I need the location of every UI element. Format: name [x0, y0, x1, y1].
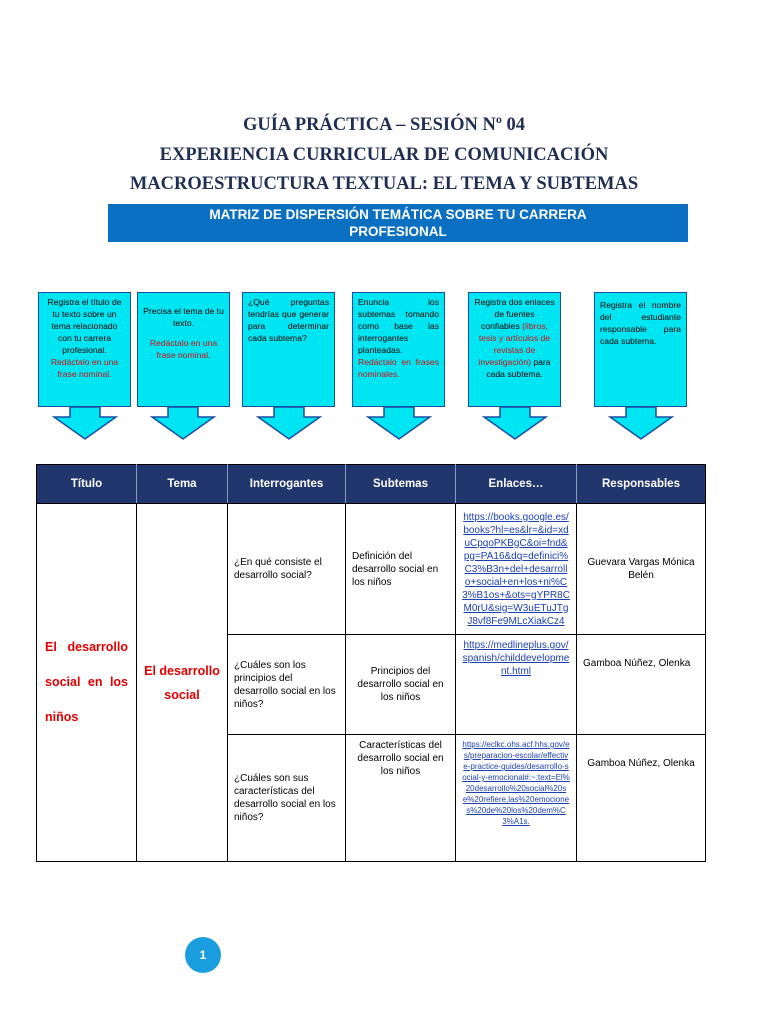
banner-line-1: MATRIZ DE DISPERSIÓN TEMÁTICA SOBRE TU CARRERA [209, 207, 587, 222]
session-topic: MACROESTRUCTURA TEXTUAL: EL TEMA Y SUBTEMAS [129, 174, 639, 194]
question-cell: ¿Cuáles son los principios del desarrollo social en los niños? [228, 635, 346, 735]
subtopic-cell: Definición del desarrollo social en los niños [346, 504, 456, 635]
instruction-box-subtemas [352, 292, 445, 407]
header-enlaces: Enlaces… [456, 465, 577, 504]
instruction-text: Registra el título de tu texto sobre un tema relacionado con tu carrera profesional. [47, 297, 122, 355]
instruction-box-enlaces [468, 292, 561, 407]
responsible-cell: Guevara Vargas Mónica Belén [577, 504, 706, 635]
dispersion-matrix-table [36, 464, 706, 862]
table-row [37, 504, 706, 635]
instruction-note: (libros, tesis y artículos de revistas de investigación) [478, 321, 551, 367]
instruction-text: Registra el nombre del estudiante responsable para cada subtema. [600, 300, 681, 346]
down-arrow-icon [52, 406, 118, 440]
source-link[interactable]: https://books.google.es/books?hl=es&lr=&id=xduCpqoPKBgC&oi=fnd&pg=PA16&dq=definici%C3%B3n+del+desarrollo+social+en+los+ni%C3%B1os+&ots=gYPR8CM0rU&sig=W3uETuJTgJ8vf8Fe9MLcXiakCz4 [456, 504, 577, 635]
down-arrow-icon [150, 406, 216, 440]
instruction-text: ¿Qué preguntas tendrías que generar para determinar cada subtema? [248, 297, 329, 343]
instruction-box-responsables [594, 292, 687, 407]
instruction-note: Redáctalo en una frase nominal. [149, 338, 218, 360]
instruction-text-end: para cada subtema. [486, 357, 551, 379]
header-subtemas: Subtemas [346, 465, 456, 504]
guide-title: GUÍA PRÁCTICA – SESIÓN Nº 04 [242, 115, 526, 135]
instruction-note: Redáctalo en frases nominales. [358, 357, 439, 379]
down-arrow-icon [366, 406, 432, 440]
instruction-box-title [38, 292, 131, 407]
table-header-row [37, 465, 706, 504]
subtopic-cell: Principios del desarrollo social en los niños [346, 635, 456, 735]
instruction-text: Registra dos enlaces de fuentes confiables [474, 297, 555, 331]
header-responsables: Responsables [577, 465, 706, 504]
header-interrogantes: Interrogantes [228, 465, 346, 504]
text-title-cell: El desarrollo social en los niños [37, 504, 137, 862]
header-titulo: Título [37, 465, 137, 504]
instruction-box-tema [137, 292, 230, 407]
question-cell: ¿Cuáles son sus características del desarrollo social en los niños? [228, 735, 346, 862]
instruction-note: Redáctalo en una frase nominal. [50, 357, 119, 379]
instruction-text: Precisa el tema de tu texto. [143, 306, 224, 328]
down-arrow-icon [256, 406, 322, 440]
page-number-badge: 1 [185, 937, 221, 973]
responsible-cell: Gamboa Núñez, Olenka [577, 635, 706, 735]
course-title: EXPERIENCIA CURRICULAR DE COMUNICACIÓN [159, 145, 609, 165]
responsible-cell: Gamboa Núñez, Olenka [577, 735, 706, 862]
subtopic-cell: Características del desarrollo social en los niños [346, 735, 456, 862]
banner-line-2: PROFESIONAL [349, 224, 447, 239]
header-tema: Tema [137, 465, 228, 504]
matrix-banner [108, 204, 688, 242]
instruction-box-interrogantes [242, 292, 335, 407]
topic-cell: El desarrollo social [137, 504, 228, 862]
instruction-text: Enuncia los subtemas tomando como base las interrogantes planteadas. [358, 297, 439, 355]
source-link[interactable]: https://medlineplus.gov/spanish/childdevelopment.html [456, 635, 577, 735]
question-cell: ¿En qué consiste el desarrollo social? [228, 504, 346, 635]
down-arrow-icon [482, 406, 548, 440]
source-link[interactable]: https://eclkc.ohs.acf.hhs.gov/es/preparacion-escolar/effective-practice-guides/desarrollo-social-y-emocional#:~:text=El%20desarrollo%20social%20se%20refiere,las%20emociones%20de%20los%20dem%C3%A1s. [456, 735, 577, 862]
down-arrow-icon [608, 406, 674, 440]
